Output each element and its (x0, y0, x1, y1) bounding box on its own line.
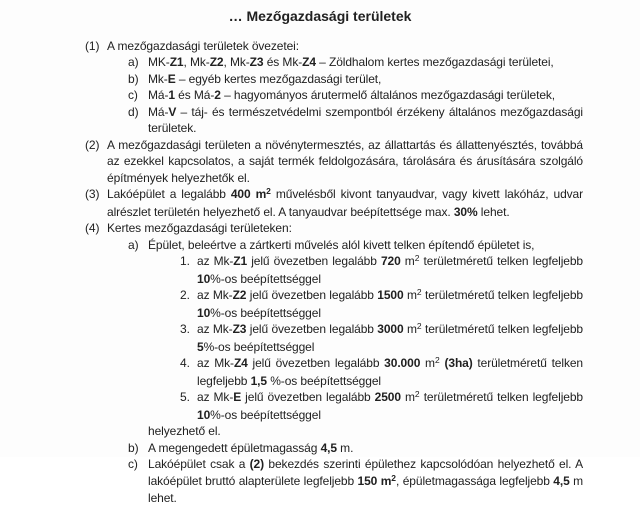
paragraph (128, 104, 583, 137)
paragraph-text: Má-V – táj- és természetvédelmi szempontból érzékeny általános mezőgazdasági területek. (148, 104, 583, 135)
list-marker: (4) (85, 221, 100, 235)
paragraph-text: Mk-E – egyéb kertes mezőgazdasági terület, (148, 71, 382, 86)
list-marker: (1) (85, 38, 100, 53)
list-marker: a) (128, 237, 139, 252)
document-body (0, 38, 640, 507)
paragraph-text: A mezőgazdasági területen a növénytermesztés, az állattartás és állattenyésztés, továbbá az ezekkel kapcsolatos, a saját termék feldolgozására, tárolására és árusítására szolgáló építmények helyezhetők el. (107, 137, 583, 185)
paragraph-text: A mezőgazdasági területek övezetei: (107, 38, 299, 53)
list-marker: (3) (85, 187, 100, 201)
paragraph (128, 440, 583, 457)
paragraph (180, 321, 583, 355)
list-marker: c) (128, 88, 138, 102)
list-marker: c) (128, 457, 138, 471)
paragraph-text: Épület, beleértve a zártkerti művelés alól kivett telken építendő épületet is, (148, 237, 535, 252)
paragraph (85, 186, 583, 220)
paragraph-text: Má-1 és Má-2 – hagyományos árutermelő általános mezőgazdasági területek, (148, 88, 556, 102)
paragraph-text: Lakóépület csak a (2) bekezdés szerinti épülethez kapcsolódóan helyezhető el. A lakóépület bruttó alapterülete legfeljebb 150 $m^2$, épületmagassága legfeljebb 4,5 m lehet. (148, 457, 584, 505)
paragraph (85, 137, 583, 187)
list-marker: b) (128, 71, 139, 86)
list-marker: a) (128, 55, 139, 69)
paragraph-text: az Mk-Z4 jelű övezetben legalább 30.000 $m^2$ (3ha) területméretű telken legfeljebb 1,5 %-os beépítettséggel (197, 355, 583, 388)
paragraph-text: az Mk-E jelű övezetben legalább 2500 $m^2$ területméretű telken legfeljebb 10%-os beépítettséggel (197, 389, 583, 422)
list-marker: (2) (85, 137, 100, 152)
paragraph (180, 287, 583, 321)
list-marker: 1. (180, 254, 190, 268)
paragraph (128, 237, 583, 254)
paragraph (128, 71, 583, 88)
paragraph (128, 87, 583, 104)
paragraph (180, 253, 583, 287)
list-marker: 5. (180, 390, 190, 404)
paragraph (180, 355, 583, 389)
list-marker: 4. (180, 356, 190, 370)
page-title: … Mezőgazdasági területek (228, 8, 412, 24)
paragraph-text: az Mk-Z2 jelű övezetben legalább 1500 $m^2$ területméretű telken legfeljebb 10%-os beépítettséggel (197, 287, 583, 320)
paragraph-text: MK-Z1, Mk-Z2, Mk-Z3 és Mk-Z4 – Zöldhalom kertes mezőgazdasági területei, (148, 55, 554, 69)
list-marker: b) (128, 440, 139, 455)
paragraph (180, 389, 583, 423)
paragraph-text: Lakóépület a legalább 400 $m^2$ művelésből kivont tanyaudvar, vagy kivett lakóház, udvar alrészlet területén helyezhető el. A tanyaudvar beépítettsége max. 30% lehet. (107, 186, 584, 219)
paragraph-text: Kertes mezőgazdasági területeken: (107, 221, 292, 235)
paragraph-text: helyezhető el. (148, 424, 221, 438)
paragraph-text: A megengedett épületmagasság 4,5 m. (148, 440, 354, 455)
paragraph (148, 423, 583, 440)
paragraph (85, 220, 583, 237)
paragraph-text: az Mk-Z3 jelű övezetben legalább 3000 $m^2$ területméretű telken legfeljebb 5%-os beépítettséggel (197, 321, 583, 354)
list-marker: d) (128, 104, 139, 119)
list-marker: 2. (180, 288, 190, 302)
paragraph-text: az Mk-Z1 jelű övezetben legalább 720 $m^2$ területméretű telken legfeljebb 10%-os beépítettséggel (197, 253, 583, 286)
paragraph (128, 456, 583, 507)
list-marker: 3. (180, 322, 190, 336)
paragraph (85, 38, 583, 55)
paragraph (128, 54, 583, 71)
